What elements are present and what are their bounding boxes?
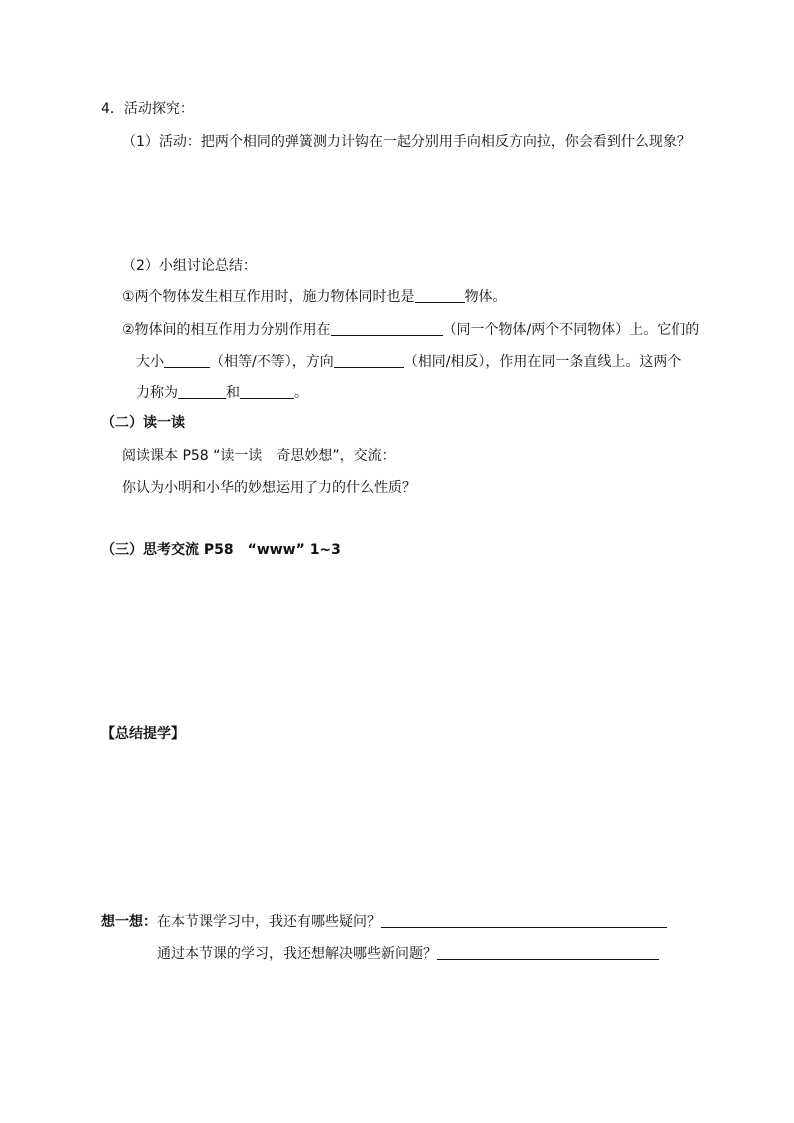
conclusion-3	[136, 352, 681, 372]
activity-item-2: （2）小组讨论总结：	[122, 258, 257, 274]
fill-blank[interactable]	[240, 384, 294, 399]
summary-heading: 【总结提学】	[101, 726, 185, 742]
conclusion-3-mid: （相等/不等），方向	[210, 354, 334, 370]
fill-blank[interactable]	[334, 353, 404, 368]
fill-blank[interactable]	[164, 353, 210, 368]
fill-blank[interactable]	[178, 384, 226, 399]
conclusion-4-text: 力称为	[136, 385, 178, 401]
conclusion-1-text: ①两个物体发生相互作用时，施力物体同时也是	[122, 289, 415, 305]
activity-item-1: （1）活动：把两个相同的弹簧测力计钩在一起分别用手向相反方向拉，你会看到什么现象？	[122, 134, 691, 150]
think-q2-text: 通过本节课的学习，我还想解决哪些新问题？	[157, 946, 437, 962]
conclusion-1	[122, 287, 507, 307]
think-question-1	[101, 912, 667, 932]
think-label: 想一想：	[101, 914, 157, 930]
answer-line[interactable]	[437, 945, 659, 960]
conclusion-2	[122, 320, 699, 340]
conclusion-4	[136, 383, 308, 403]
conclusion-3-text: 大小	[136, 354, 164, 370]
conclusion-4-mid: 和	[226, 385, 240, 401]
reading-line-1: 阅读课本 P58 “读一读 奇思妙想”，交流：	[122, 448, 396, 464]
conclusion-1-end: 物体。	[464, 289, 507, 305]
think-question-2	[157, 944, 659, 964]
conclusion-2-end: （同一个物体/两个不同物体）上。它们的	[442, 322, 700, 338]
reading-heading: （二）读一读	[101, 415, 185, 431]
conclusion-3-end: （相同/相反），作用在同一条直线上。这两个	[403, 354, 682, 370]
think-q1-text: 在本节课学习中，我还有哪些疑问？	[157, 914, 381, 930]
fill-blank[interactable]	[331, 321, 443, 336]
activity-heading: 4．活动探究：	[101, 101, 194, 117]
reading-line-2: 你认为小明和小华的妙想运用了力的什么性质？	[122, 480, 416, 496]
answer-line[interactable]	[381, 913, 667, 928]
conclusion-2-text: ②物体间的相互作用力分别作用在	[122, 322, 331, 338]
discussion-heading: （三）思考交流 P58 “www” 1~3	[101, 542, 341, 558]
conclusion-4-end: 。	[294, 385, 308, 401]
fill-blank[interactable]	[415, 288, 465, 303]
